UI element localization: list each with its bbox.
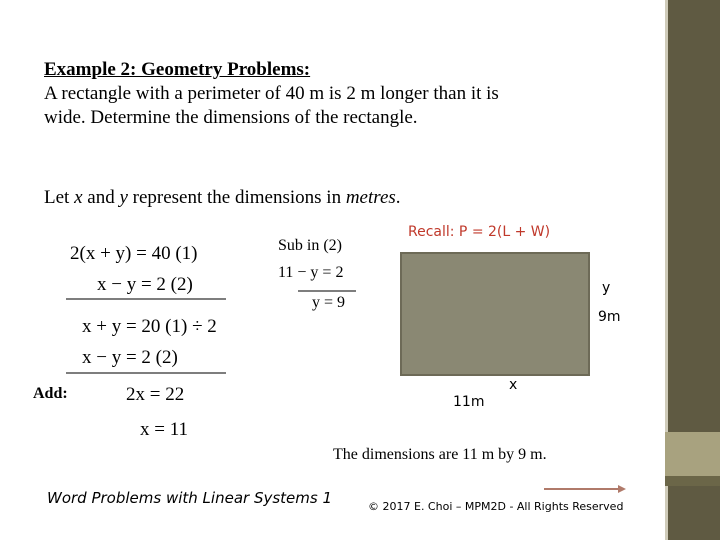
equation-divider-1 (66, 298, 226, 300)
problem-line-1: A rectangle with a perimeter of 40 m is 2 m longer than it is (44, 83, 499, 104)
footer-title: Word Problems with Linear Systems 1 (47, 489, 333, 507)
equation-4: x − y = 2 (2) (82, 347, 178, 368)
right-arrow-icon (544, 484, 626, 494)
sidebar-band (665, 476, 720, 486)
sub-line-1: Sub in (2) (278, 237, 342, 254)
problem-statement (44, 58, 644, 130)
sub-divider (298, 290, 356, 292)
let-statement (44, 187, 401, 209)
nine-metres-label: 9m (598, 309, 621, 325)
rectangle-diagram (400, 252, 590, 376)
let-prefix: Let (44, 187, 75, 208)
let-x: x (74, 187, 83, 208)
y-label: y (602, 280, 611, 296)
sub-line-2: 11 − y = 2 (278, 264, 344, 281)
let-and: and (82, 187, 120, 208)
let-y: y (119, 187, 128, 208)
equation-2: x − y = 2 (2) (97, 274, 193, 295)
equation-divider-2 (66, 372, 226, 374)
conclusion-text: The dimensions are 11 m by 9 m. (333, 446, 547, 463)
equation-5: 2x = 22 (126, 384, 185, 405)
sub-line-3: y = 9 (312, 294, 346, 311)
example-heading: Example 2: Geometry Problems: (44, 59, 311, 80)
equation-1: 2(x + y) = 40 (1) (70, 243, 198, 264)
footer-copyright: © 2017 E. Choi – MPM2D - All Rights Reserved (368, 500, 624, 513)
add-label: Add: (33, 385, 68, 402)
let-mid: represent the dimensions in (127, 187, 346, 208)
let-metres: metres (345, 187, 396, 208)
eleven-metres-label: 11m (453, 394, 485, 410)
equation-3: x + y = 20 (1) ÷ 2 (82, 316, 217, 337)
x-label: x (509, 377, 518, 393)
recall-formula: Recall: P = 2(L + W) (408, 224, 551, 240)
problem-line-2: wide. Determine the dimensions of the rectangle. (44, 107, 418, 128)
sidebar-accent-block (665, 432, 720, 476)
let-end: . (395, 187, 401, 208)
equation-6: x = 11 (140, 419, 189, 440)
